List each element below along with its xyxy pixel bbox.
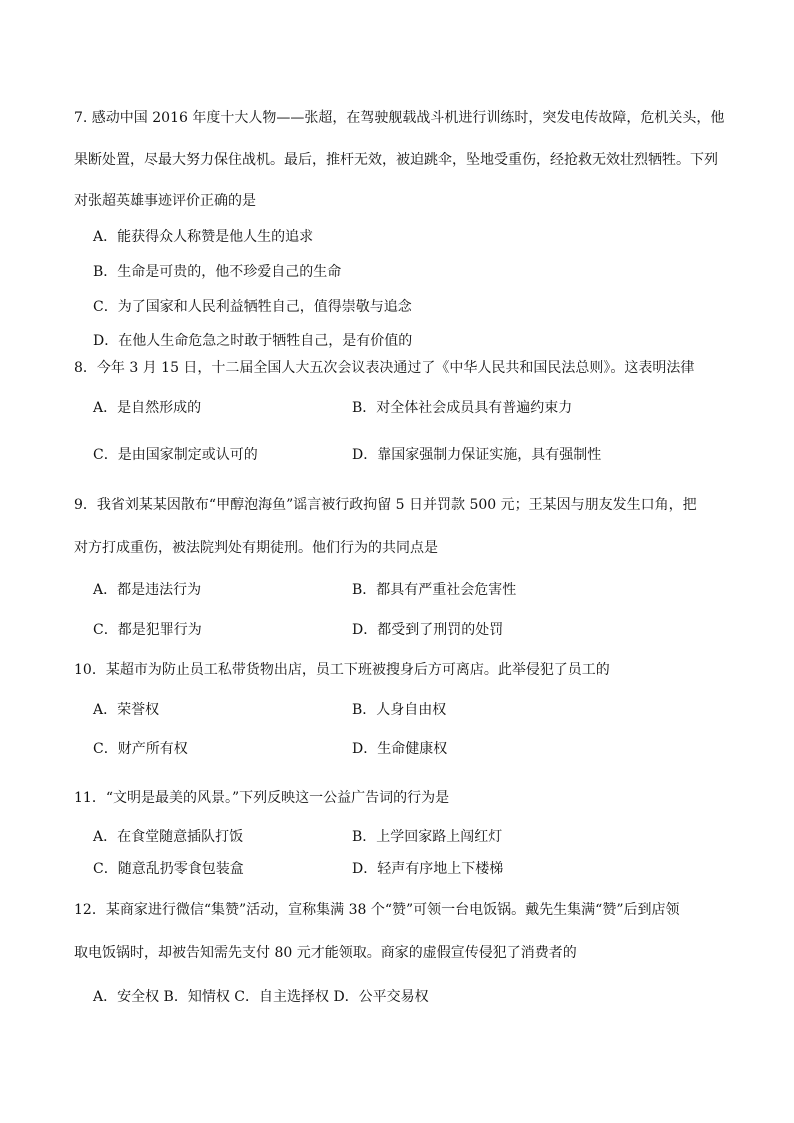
question-7-option-a: A．能获得众人称赞是他人生的追求: [93, 229, 314, 245]
question-7-line-3: 对张超英雄事迹评价正确的是: [74, 193, 256, 209]
question-11-line-1: 11．“文明是最美的风景。”下列反映这一公益广告词的行为是: [74, 790, 450, 806]
question-9-option-b: B．都具有严重社会危害性: [352, 582, 517, 598]
question-10-option-c: C．财产所有权: [93, 741, 188, 757]
question-8-option-d: D．靠国家强制力保证实施，具有强制性: [352, 447, 602, 463]
question-7-line-2: 果断处置，尽最大努力保住战机。最后，推杆无效，被迫跳伞，坠地受重伤，经抢救无效壮烈牺牲。下列: [74, 152, 718, 168]
question-9-line-2: 对方打成重伤，被法院判处有期徒刑。他们行为的共同点是: [74, 540, 438, 556]
question-9-option-d: D．都受到了刑罚的处罚: [352, 622, 504, 638]
question-11-option-b: B．上学回家路上闯红灯: [352, 829, 503, 845]
question-12-line-2: 取电饭锅时，却被告知需先支付 80 元才能领取。商家的虚假宣传侵犯了消费者的: [74, 945, 577, 961]
question-9-line-1: 9．我省刘某某因散布“甲醇泡海鱼”谣言被行政拘留 5 日并罚款 500 元；王某因与朋友发生口角，把: [74, 497, 697, 513]
question-12-options: A．安全权 B．知情权 C．自主选择权 D．公平交易权: [93, 989, 429, 1005]
question-10-option-d: D．生命健康权: [352, 741, 448, 757]
question-10-line-1: 10．某超市为防止员工私带货物出店，员工下班被搜身后方可离店。此举侵犯了员工的: [74, 662, 610, 678]
question-11-option-c: C．随意乱扔零食包装盒: [93, 861, 244, 877]
question-10-option-b: B．人身自由权: [352, 702, 447, 718]
question-7-line-1: 7. 感动中国 2016 年度十大人物——张超，在驾驶舰载战斗机进行训练时，突发电传故障，危机关头，他: [74, 110, 725, 126]
question-9-option-c: C．都是犯罪行为: [93, 622, 202, 638]
question-12-line-1: 12．某商家进行微信“集赞”活动，宣称集满 38 个“赞”可领一台电饭锅。戴先生集满“赞”后到店领: [74, 902, 680, 918]
question-8-option-a: A．是自然形成的: [93, 400, 202, 416]
question-8-option-b: B．对全体社会成员具有普遍约束力: [352, 400, 573, 416]
question-11-option-a: A．在食堂随意插队打饭: [93, 829, 244, 845]
question-10-option-a: A．荣誉权: [93, 702, 160, 718]
question-8-line-1: 8．今年 3 月 15 日，十二届全国人大五次会议表决通过了《中华人民共和国民法总则》。这表明法律: [74, 360, 695, 376]
question-8-option-c: C．是由国家制定或认可的: [93, 447, 258, 463]
question-11-option-d: D．轻声有序地上下楼梯: [352, 861, 504, 877]
question-7-option-c: C．为了国家和人民利益牺牲自己，值得崇敬与追念: [93, 299, 412, 315]
question-7-option-d: D．在他人生命危急之时敢于牺牲自己，是有价值的: [93, 333, 413, 349]
question-9-option-a: A．都是违法行为: [93, 582, 202, 598]
question-7-option-b: B．生命是可贵的，他不珍爱自己的生命: [93, 264, 342, 280]
